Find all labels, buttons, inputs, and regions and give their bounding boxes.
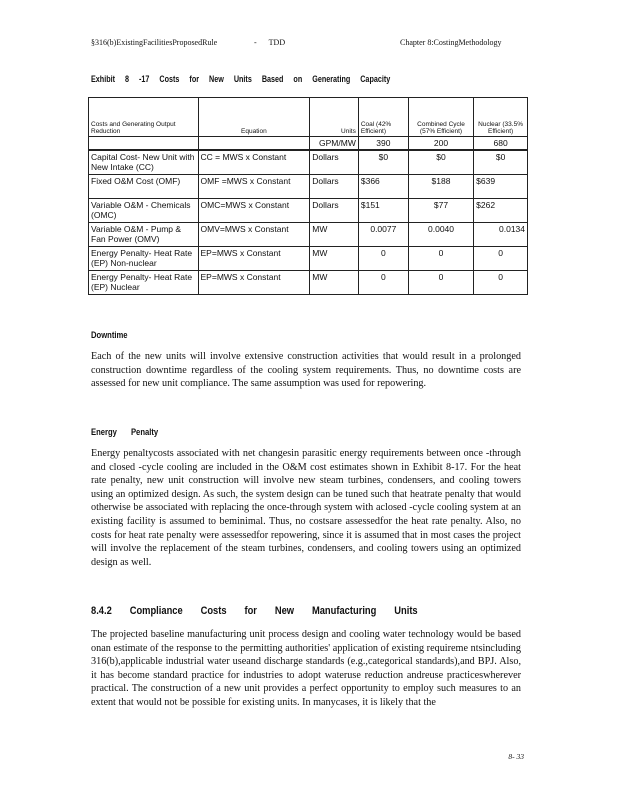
table-subrow: [89, 137, 528, 151]
subrow-combined: 200: [408, 137, 473, 151]
running-header-left: §316(b)ExistingFacilitiesProposedRule: [91, 38, 218, 47]
cost-table: [88, 97, 528, 295]
subrow-coal: 390: [358, 137, 408, 151]
downtime-paragraph: Each of the new units will involve extensive construction activities that would result in a prolonged construction downtime regardless of the cooling system requirements. Thus, no downtime costs are assessed for new unit compliance. The same assumption was used for repowering.: [91, 351, 521, 390]
subrow-units: GPM/MW: [310, 137, 359, 151]
cell-cost: Variable O&M - Pump & Fan Power (OMV): [89, 223, 199, 247]
cell-units: MW: [310, 247, 359, 271]
cell-coal: 0: [358, 247, 408, 271]
table-row: [89, 247, 528, 271]
cell-coal: $366: [358, 175, 408, 199]
table-header-row: [89, 98, 528, 137]
cell-combined: $188: [408, 175, 473, 199]
table-row: [89, 199, 528, 223]
cell-combined: 0: [408, 247, 473, 271]
cell-coal: 0: [358, 271, 408, 295]
col-header-units: Units: [310, 98, 359, 137]
cell-nuclear: 0: [474, 271, 528, 295]
table-row: [89, 223, 528, 247]
cell-units: Dollars: [310, 175, 359, 199]
col-header-combined: Combined Cycle (57% Efficient): [408, 98, 473, 137]
table-row: [89, 175, 528, 199]
cell-nuclear: $262: [474, 199, 528, 223]
cell-units: Dollars: [310, 199, 359, 223]
cell-combined: 0: [408, 271, 473, 295]
running-header-mid: [254, 38, 285, 47]
downtime-heading: Downtime: [91, 330, 128, 340]
cell-nuclear: $639: [474, 175, 528, 199]
cell-coal: 0.0077: [358, 223, 408, 247]
section-heading-8-4-2: 8.4.2 Compliance Costs for New Manufacturing Units: [91, 605, 418, 617]
cell-cost: Energy Penalty- Heat Rate (EP) Non-nuclear: [89, 247, 199, 271]
cell-nuclear: 0.0134: [474, 223, 528, 247]
cell-equation: CC = MWS x Constant: [198, 150, 310, 175]
col-header-costs: Costs and Generating Output Reduction: [89, 98, 199, 137]
cell-coal: $151: [358, 199, 408, 223]
col-header-coal: Coal (42% Efficient): [358, 98, 408, 137]
cell-cost: Variable O&M - Chemicals (OMC): [89, 199, 199, 223]
table-row: [89, 271, 528, 295]
page-number: 8- 33: [508, 752, 524, 761]
table-row: [89, 150, 528, 175]
header-dash: -: [254, 38, 257, 47]
cell-units: MW: [310, 271, 359, 295]
energy-penalty-paragraph: Energy penaltycosts associated with net changesin parasitic energy requirements between once -through and closed -cycle cooling are included in the O&M cost estimates shown in Exhibit 8-17. For the heat rate penalty, new unit construction will involve new steam turbines, condensers, and cooling towers using an optimized design. As such, the system design can be tuned such that heatrate penalty that would otherwise be associated with replacing the once-through system with aclosed -cycle cooling system at an existing facility is assumed to beminimal. Thus, no costsare assessedfor the heat rate penalty. Also, no costs for heat rate penalty were assessedfor repowering, since it is assumed that in most cases the project will involve the replacement of the steam turbines, condensers, and cooling towers using an optimized design as well.: [91, 448, 521, 568]
subrow-blank-2: [198, 137, 310, 151]
cell-units: Dollars: [310, 150, 359, 175]
cell-equation: OMF =MWS x Constant: [198, 175, 310, 199]
col-header-nuclear: Nuclear (33.5% Efficient): [474, 98, 528, 137]
cell-combined: $77: [408, 199, 473, 223]
cell-equation: OMV=MWS x Constant: [198, 223, 310, 247]
exhibit-title: Exhibit 8 -17 Costs for New Units Based on Generating Capacity: [91, 74, 391, 84]
subrow-blank-1: [89, 137, 199, 151]
cell-cost: Fixed O&M Cost (OMF): [89, 175, 199, 199]
energy-penalty-heading: Energy Penalty: [91, 427, 159, 437]
cell-units: MW: [310, 223, 359, 247]
cell-combined: $0: [408, 150, 473, 175]
cell-equation: EP=MWS x Constant: [198, 271, 310, 295]
cell-cost: Capital Cost- New Unit with New Intake (CC): [89, 150, 199, 175]
subrow-nuclear: 680: [474, 137, 528, 151]
col-header-equation: Equation: [198, 98, 310, 137]
section-8-4-2-paragraph: The projected baseline manufacturing unit process design and cooling water technology would be based onan estimate of the response to the permitting authorities' application of existing requireme ntsincluding 316(b),applicable industrial water useand discharge standards (e.g.,categorical standards),and BPJ. Also, it has become standard practice for industries to adopt wateruse reduction andreuse practiceswherever practical. The construction of a new unit provides a perfect opportunity to employ such measures to an extent that would not be possible for existing units. In manycases, it is likely that the: [91, 629, 521, 708]
header-tdd: TDD: [268, 38, 286, 47]
cell-equation: EP=MWS x Constant: [198, 247, 310, 271]
cell-combined: 0.0040: [408, 223, 473, 247]
cell-nuclear: 0: [474, 247, 528, 271]
cell-coal: $0: [358, 150, 408, 175]
cell-cost: Energy Penalty- Heat Rate (EP) Nuclear: [89, 271, 199, 295]
cell-equation: OMC=MWS x Constant: [198, 199, 310, 223]
cell-nuclear: $0: [474, 150, 528, 175]
running-header-right: Chapter 8:CostingMethodology: [400, 38, 502, 47]
